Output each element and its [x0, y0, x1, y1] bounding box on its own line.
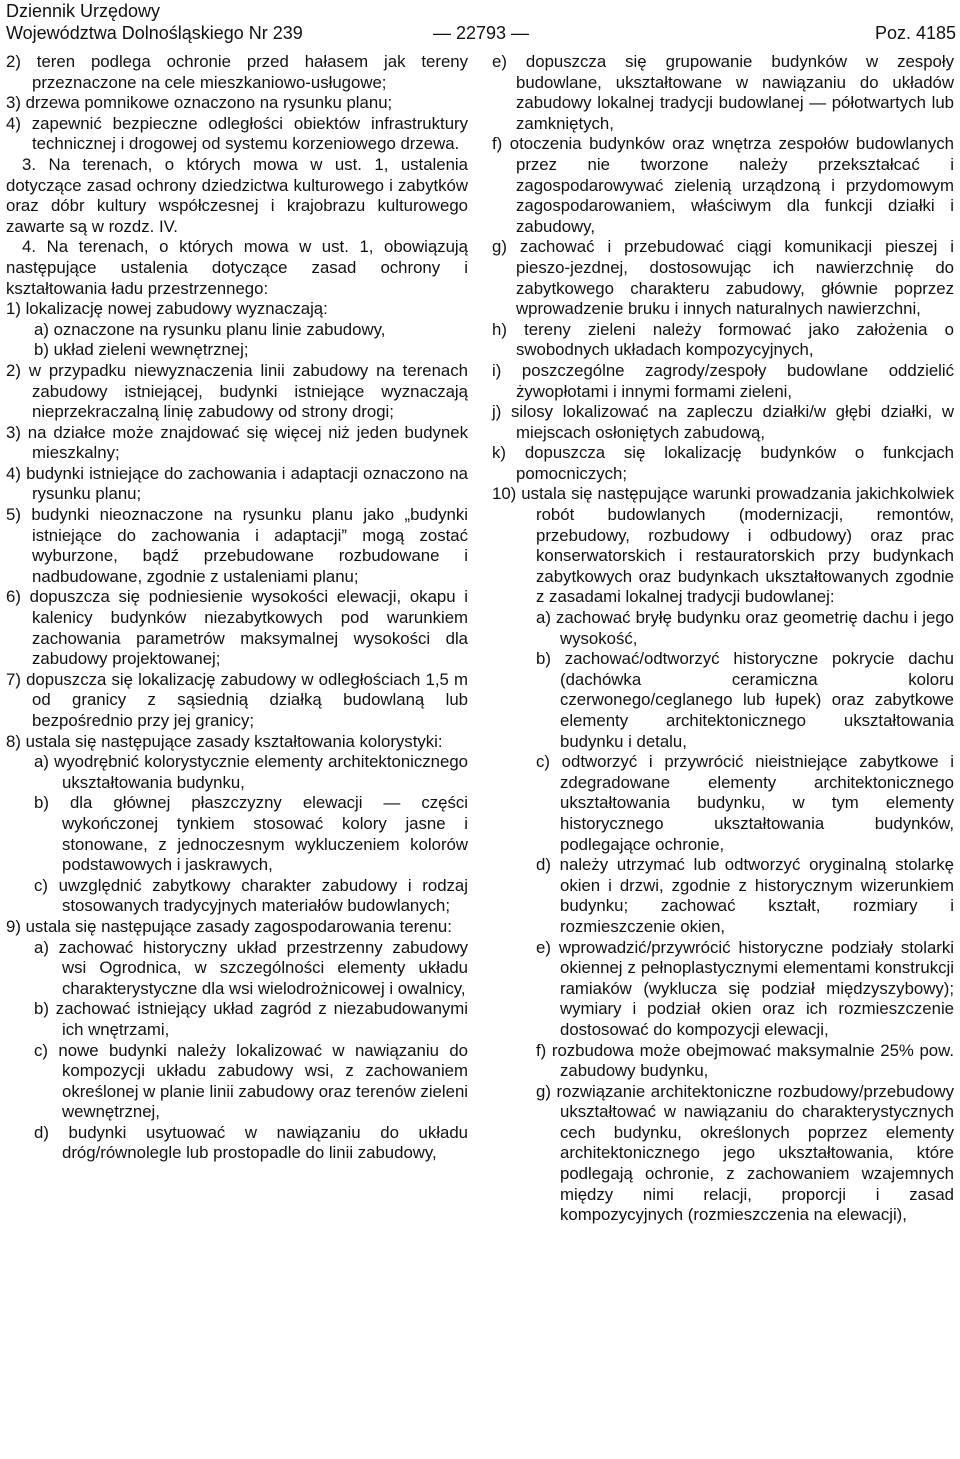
- sub-list-item: b) układ zieleni wewnętrznej;: [34, 340, 249, 360]
- sub-list-item: g) zachować i przebudować ciągi komunikacji pieszej i pieszo-jezdnej, dostosowując ich nawierzchnię do zabytkowego charakteru zabudowy, głównie poprzez wprowadzenie bruku i innych naturalnych nawierzchni,: [492, 237, 954, 319]
- sub-list-item: g) rozwiązanie architektoniczne rozbudowy/przebudowy ukształtować w nawiązaniu do charakterystycznych cech budynku, określonych poprzez elementy architektonicznego jego ukształtowania, które podlegają ochronie, z zachowaniem wzajemnych między nimi relacji, proporcji i zasad kompozycyjnych (rozmieszczenia na elewacji),: [536, 1081, 954, 1225]
- sub-list-item: k) dopuszcza się lokalizację budynków o funkcjach pomocniczych;: [492, 443, 954, 483]
- sub-list-item: d) należy utrzymać lub odtworzyć oryginalną stolarkę okien i drzwi, zgodnie z historycznym wizerunkiem budynku; zachować kształt, rozmiary i rozmieszczenie okien,: [536, 855, 954, 936]
- page-header: [6, 0, 956, 44]
- page-number: — 22793 —: [432, 23, 530, 43]
- list-item: 5) budynki nieoznaczone na rysunku planu jako „budynki istniejące do zachowania i adaptacji” mogą zostać wyburzone, bądź przebudowane rozbudowane i nadbudowane, zgodnie z ustaleniami planu;: [6, 505, 468, 586]
- paragraph: 4. Na terenach, o których mowa w ust. 1, obowiązują następujące ustalenia dotyczące zasad ochrony i kształtowania ładu przestrzennego:: [6, 237, 468, 298]
- sub-list-item: c) nowe budynki należy lokalizować w nawiązaniu do kompozycji układu zabudowy wsi, z zachowaniem określonej w planie linii zabudowy oraz terenów zieleni wewnętrznej,: [34, 1040, 468, 1122]
- list-item: 10) ustala się następujące warunki prowadzania jakichkolwiek robót budowlanych (modernizacji, remontów, przebudowy, rozbudowy i odbudowy) oraz prac konserwatorskich i restauratorskich przy budynkach zabytkowych oraz budynkach ukształtowanych zgodnie z zasadami lokalnej tradycji budowlanej:: [492, 484, 954, 607]
- list-item: 9) ustala się następujące zasady zagospodarowania terenu:: [6, 916, 452, 936]
- sub-list-item: a) oznaczone na rysunku planu linie zabudowy,: [34, 319, 386, 339]
- sub-list-item: a) zachować historyczny układ przestrzenny zabudowy wsi Ogrodnica, w szczególności elementy układu charakterystyczne dla wsi wielodrożnicowej i owalnicy,: [34, 937, 468, 998]
- list-item: 1) lokalizację nowej zabudowy wyznaczają:: [6, 299, 328, 319]
- paragraph: 3) drzewa pomnikowe oznaczono na rysunku planu;: [6, 93, 393, 113]
- sub-list-item: f) rozbudowa może obejmować maksymalnie 25% pow. zabudowy budynku,: [536, 1040, 954, 1081]
- sub-list-item: h) tereny zieleni należy formować jako założenia o swobodnych układach kompozycyjnych,: [492, 319, 954, 360]
- sub-list-item: b) dla głównej płaszczyzny elewacji — części wykończonej tynkiem stosować kolory jasne i stonowane, z jednoczesnym wykluczeniem kolorów podstawowych i jaskrawych,: [34, 793, 468, 875]
- header-row-2: [6, 22, 956, 44]
- sub-list-item: b) zachować istniejący układ zagród z niezabudowanymi ich wnętrzami,: [34, 999, 468, 1039]
- list-item: 4) budynki istniejące do zachowania i adaptacji oznaczono na rysunku planu;: [6, 463, 468, 504]
- sub-list-item: a) wyodrębnić kolorystycznie elementy architektonicznego ukształtowania budynku,: [34, 752, 468, 792]
- journal-issue: Województwa Dolnośląskiego Nr 239: [6, 23, 303, 43]
- sub-list-item: d) budynki usytuować w nawiązaniu do układu dróg/równolegle lub prostopadle do linii zabudowy,: [34, 1122, 468, 1163]
- list-item: 7) dopuszcza się lokalizację zabudowy w odległościach 1,5 m od granicy z sąsiednią działką budowlaną lub bezpośrednio przy jej granicy;: [6, 669, 468, 730]
- sub-list-item: e) dopuszcza się grupowanie budynków w zespoły budowlane, ukształtowane w nawiązaniu do układów zabudowy lokalnej tradycji budowlanej — półotwartych lub zamkniętych,: [492, 52, 954, 133]
- sub-list-item: b) zachować/odtworzyć historyczne pokrycie dachu (dachówka ceramiczna koloru czerwonego/ceglanego lub łupek) oraz zabytkowe elementy architektonicznego ukształtowania budynku i detalu,: [536, 649, 954, 751]
- right-column: [492, 52, 954, 1226]
- sub-list-item: a) zachować bryłę budynku oraz geometrię dachu i jego wysokość,: [536, 608, 954, 648]
- header-row-1: [6, 0, 956, 22]
- sub-list-item: j) silosy lokalizować na zapleczu działki/w głębi działki, w miejscach osłoniętych zabudową,: [492, 402, 954, 442]
- list-item: 2) w przypadku niewyznaczenia linii zabudowy na terenach zabudowy istniejącej, budynki istniejące wyznaczają nieprzekraczalną linię zabudowy od strony drogi;: [6, 360, 468, 422]
- journal-title: Dziennik Urzędowy: [6, 1, 161, 21]
- list-item: 8) ustala się następujące zasady kształtowania kolorystyki:: [6, 731, 443, 751]
- sub-list-item: c) uwzględnić zabytkowy charakter zabudowy i rodzaj stosowanych tradycyjnych materiałów budowlanych;: [34, 875, 468, 916]
- sub-list-item: c) odtworzyć i przywrócić nieistniejące zabytkowe i zdegradowane elementy architektonicznego ukształtowania budynku, w tym elementy historycznego ukształtowania budynków, podlegające ochronie,: [536, 752, 954, 854]
- paragraph: 3. Na terenach, o których mowa w ust. 1, ustalenia dotyczące zasad ochrony dziedzictwa kulturowego i zabytków oraz dóbr kultury współczesnej i krajobrazu kulturowego zawarte są w rozdz. IV.: [6, 154, 468, 236]
- sub-list-item: i) poszczególne zagrody/zespoły budowlane oddzielić żywopłotami i innymi formami zieleni,: [492, 360, 954, 401]
- sub-list-item: f) otoczenia budynków oraz wnętrza zespołów budowlanych przez nie tworzone należy przekształcać i zagospodarowywać zielenią urządzoną i przydomowym zagospodarowaniem, właściwym dla funkcji działki i zabudowy,: [492, 134, 954, 236]
- paragraph: 4) zapewnić bezpieczne odległości obiektów infrastruktury technicznej i drogowej od systemu korzeniowego drzewa.: [6, 113, 468, 154]
- list-item: 3) na działce może znajdować się więcej niż jeden budynek mieszkalny;: [6, 422, 468, 463]
- sub-list-item: e) wprowadzić/przywrócić historyczne podziały stolarki okiennej z pełnoplastycznymi elementami konstrukcji ramiaków (wyklucza się podział międzyszybowy); wymiary i podział okien oraz ich rozmieszczenie dostosować do kompozycji elewacji,: [536, 937, 954, 1039]
- left-column: [6, 52, 468, 1164]
- paragraph: 2) teren podlega ochronie przed hałasem jak tereny przeznaczone na cele mieszkaniowo-usługowe;: [6, 52, 468, 92]
- list-item: 6) dopuszcza się podniesienie wysokości elewacji, okapu i kalenicy budynków niezabytkowych pod warunkiem zachowania parametrów maksymalnej wysokości dla zabudowy projektowanej;: [6, 587, 468, 669]
- position-number: Poz. 4185: [874, 23, 956, 43]
